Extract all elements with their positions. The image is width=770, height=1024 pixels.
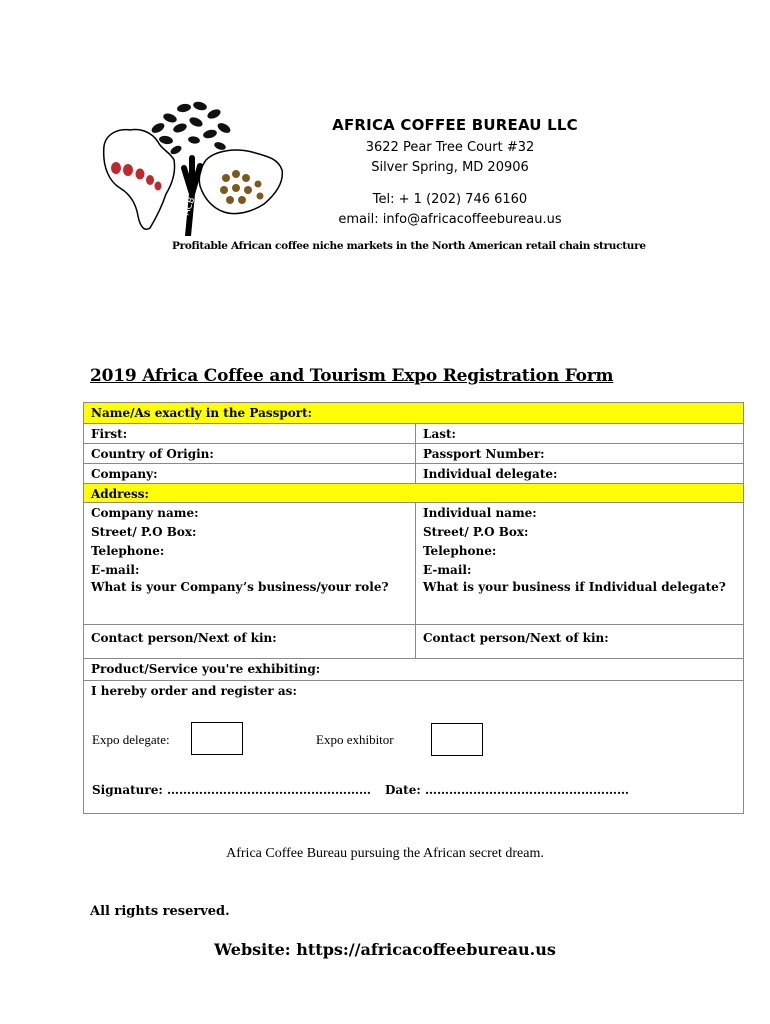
last-name-field[interactable]: Last: (423, 427, 456, 441)
business-left-field[interactable]: What is your Company’s business/your role? (84, 577, 416, 624)
telephone-row (84, 541, 743, 560)
company-info (300, 116, 600, 230)
signature-field[interactable]: Signature: …………………………………………… (92, 783, 371, 797)
telephone: Tel: + 1 (202) 746 6160 (372, 192, 528, 207)
footer-slogan: Africa Coffee Bureau pursuing the African secret dream. (226, 846, 544, 861)
name-header-label: Name/As exactly in the Passport: (91, 406, 313, 420)
address-line-1: 3622 Pear Tree Court #32 (365, 140, 535, 155)
address-line-2: Silver Spring, MD 20906 (371, 160, 529, 175)
company-name-field[interactable]: Company name: (84, 503, 416, 522)
first-name-field[interactable]: First: (84, 424, 416, 443)
email-left-field[interactable]: E-mail: (84, 560, 416, 577)
email-right-field[interactable]: E-mail: (423, 563, 472, 577)
individual-delegate-field[interactable]: Individual delegate: (423, 467, 558, 481)
name-row (84, 424, 743, 444)
order-label: I hereby order and register as: (91, 684, 297, 698)
registration-form (83, 402, 744, 814)
country-row (84, 444, 743, 464)
coffee-tree-map-logo (96, 98, 286, 236)
company-name: AFRICA COFFEE BUREAU LLC (332, 116, 578, 134)
rights-reserved: All rights reserved. (90, 904, 230, 919)
business-row (84, 577, 743, 625)
product-row (84, 659, 743, 681)
expo-exhibitor-checkbox[interactable] (431, 723, 483, 756)
website-link[interactable]: Website: https://africacoffeebureau.us (214, 940, 556, 959)
company-row (84, 464, 743, 484)
individual-name-field[interactable]: Individual name: (423, 506, 537, 520)
order-section (84, 681, 743, 814)
street-left-field[interactable]: Street/ P.O Box: (84, 522, 416, 541)
address-header-label: Address: (91, 487, 149, 501)
telephone-right-field[interactable]: Telephone: (423, 544, 497, 558)
street-right-field[interactable]: Street/ P.O Box: (423, 525, 529, 539)
name-header-row (84, 403, 743, 424)
date-field[interactable]: Date: …………………………………………… (385, 783, 629, 797)
form-title: 2019 Africa Coffee and Tourism Expo Registration Form (90, 366, 614, 386)
telephone-left-field[interactable]: Telephone: (84, 541, 416, 560)
expo-delegate-checkbox[interactable] (191, 722, 243, 755)
tagline: Profitable African coffee niche markets in the North American retail chain structure (172, 240, 646, 252)
logo-acb-text: ACB (181, 196, 198, 217)
street-row (84, 522, 743, 541)
expo-delegate-label: Expo delegate: (92, 732, 170, 747)
country-field[interactable]: Country of Origin: (84, 444, 416, 463)
product-field[interactable]: Product/Service you're exhibiting: (91, 662, 321, 676)
passport-field[interactable]: Passport Number: (423, 447, 545, 461)
business-right-field[interactable]: What is your business if Individual delegate? (423, 580, 726, 594)
company-field[interactable]: Company: (84, 464, 416, 483)
address-header-row (84, 484, 743, 503)
expo-exhibitor-label: Expo exhibitor (316, 732, 394, 747)
company-name-row (84, 503, 743, 522)
contact-right-field[interactable]: Contact person/Next of kin: (423, 631, 609, 645)
contact-row (84, 625, 743, 659)
email-row (84, 560, 743, 577)
email: email: info@africacoffeebureau.us (338, 212, 562, 227)
contact-left-field[interactable]: Contact person/Next of kin: (84, 625, 416, 658)
company-logo (96, 98, 286, 236)
